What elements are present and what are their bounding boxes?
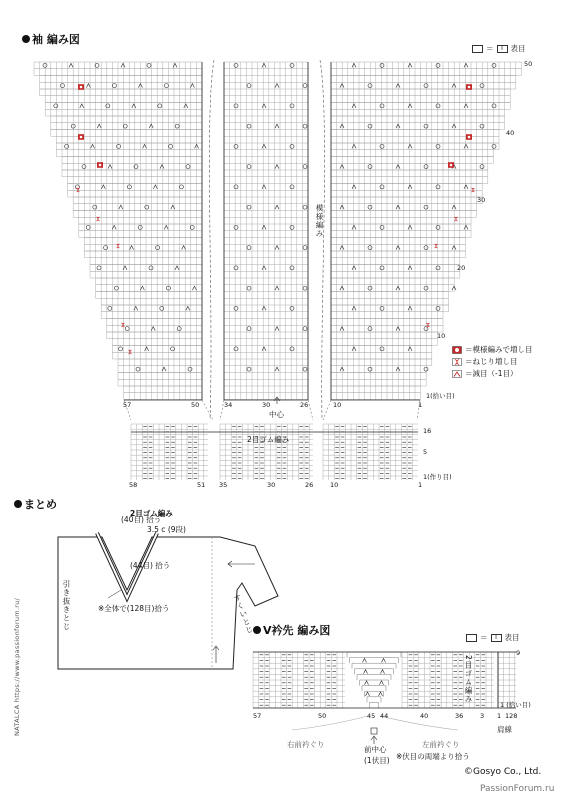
decrease-icon: [408, 104, 412, 108]
twist-increase-icon: [427, 323, 430, 327]
decrease-icon: [262, 63, 266, 67]
yarn-over-icon: [380, 347, 384, 351]
stitch-number: 3: [480, 712, 485, 720]
yarn-over-icon: [234, 185, 238, 189]
decrease-icon: [186, 306, 190, 310]
right-seam-label: すくいとじ: [231, 592, 255, 636]
yarn-over-icon: [303, 246, 307, 250]
yarn-over-icon: [177, 327, 181, 331]
yarn-over-icon: [247, 246, 251, 250]
decrease-icon: [408, 185, 412, 189]
row-label: 5: [423, 448, 428, 456]
yarn-over-icon: [436, 63, 440, 67]
decrease-icon: [91, 144, 95, 148]
vneck-legend-knit: ＝ I 表目: [466, 634, 520, 642]
decrease-icon: [262, 306, 266, 310]
decrease-icon: [464, 144, 468, 148]
decrease-icon: [363, 658, 367, 662]
yarn-over-icon: [247, 327, 251, 331]
yarn-over-icon: [247, 165, 251, 169]
decrease-icon: [262, 225, 266, 229]
row-label: 40: [506, 129, 515, 137]
legend-item: ＝ねじり増し目: [452, 358, 533, 366]
yarn-over-icon: [303, 165, 307, 169]
decrease-icon: [184, 104, 188, 108]
decrease-icon: [379, 692, 383, 696]
yarn-over-icon: [136, 367, 140, 371]
decrease-icon: [175, 266, 179, 270]
yarn-over-icon: [290, 266, 294, 270]
stitch-number: 50: [318, 712, 327, 720]
yarn-over-icon: [82, 165, 86, 169]
sleeve-right-outline: [331, 62, 420, 400]
yarn-over-icon: [234, 266, 238, 270]
decrease-icon: [408, 144, 412, 148]
decrease-icon: [408, 306, 412, 310]
vneck-note: ※伏目の両端より拾う: [396, 752, 470, 761]
yarn-over-icon: [290, 144, 294, 148]
decrease-icon: [149, 124, 153, 128]
stitch-number: 57: [253, 712, 262, 720]
yarn-over-icon: [158, 104, 162, 108]
decrease-icon: [153, 185, 157, 189]
yarn-over-icon: [86, 225, 90, 229]
sleeve-section-title: 袖 編み図: [22, 31, 80, 47]
decrease-icon: [352, 185, 356, 189]
yarn-over-icon: [97, 266, 101, 270]
yarn-over-icon: [290, 63, 294, 67]
yarn-over-icon: [106, 104, 110, 108]
twist-increase-icon: [122, 323, 125, 327]
decrease-icon: [262, 144, 266, 148]
stitch-number: 128: [505, 712, 518, 720]
stitch-number: 51: [197, 481, 206, 489]
decrease-icon: [108, 165, 112, 169]
twist-increase-icon: [455, 217, 458, 221]
decrease-icon: [408, 347, 412, 351]
center-front-label: 前中心: [364, 745, 387, 754]
yarn-over-icon: [247, 84, 251, 88]
yarn-over-icon: [234, 225, 238, 229]
knit-stitch-icon: I: [497, 45, 508, 53]
decrease-icon: [464, 225, 468, 229]
yarn-over-icon: [290, 225, 294, 229]
yarn-over-icon: [380, 225, 384, 229]
assembly-rib-label: 2目ゴム編み: [130, 509, 173, 518]
stitch-number: 36: [455, 712, 464, 720]
yarn-over-icon: [54, 104, 58, 108]
center-front-sub: (1伏目): [364, 756, 390, 765]
yarn-over-icon: [175, 124, 179, 128]
decrease-icon: [173, 63, 177, 67]
decrease-icon: [364, 670, 368, 674]
yarn-over-icon: [492, 63, 496, 67]
twist-increase-icon: [435, 244, 438, 248]
decrease-icon: [262, 266, 266, 270]
decrease-icon: [275, 286, 279, 290]
watermark-vertical: NATALCA https://www.passionforum.ru/: [13, 597, 21, 736]
decrease-icon: [262, 185, 266, 189]
row-label: 1 (拾い目): [500, 701, 531, 709]
yarn-over-icon: [492, 144, 496, 148]
decrease-icon: [408, 225, 412, 229]
footer-site: PassionForum.ru: [480, 784, 555, 794]
decrease-icon: [352, 144, 356, 148]
right-neck-label: 右前衿ぐり: [287, 740, 325, 749]
decrease-icon: [164, 225, 168, 229]
decrease-icon: [80, 104, 84, 108]
yarn-over-icon: [119, 347, 123, 351]
decrease-icon: [195, 144, 199, 148]
stitch-number: 26: [305, 481, 314, 489]
row-label: 50: [524, 60, 533, 68]
center-arrow-icon: [274, 397, 280, 404]
copyright: ©Gosyo Co., Ltd.: [464, 767, 542, 777]
stitch-number: 30: [267, 481, 276, 489]
decrease-icon: [134, 306, 138, 310]
yarn-over-icon: [147, 63, 151, 67]
decrease-icon: [352, 104, 356, 108]
decrease-icon: [275, 246, 279, 250]
yarn-over-icon: [247, 367, 251, 371]
neck-height: 3.5 c (9段): [147, 525, 186, 534]
stitch-number: 1: [497, 712, 502, 720]
decrease-icon: [275, 124, 279, 128]
yarn-over-icon: [303, 84, 307, 88]
decrease-icon: [160, 165, 164, 169]
decrease-icon: [408, 63, 412, 67]
yarn-over-icon: [169, 144, 173, 148]
yarn-over-icon: [234, 63, 238, 67]
center-arrow-icon: [371, 736, 377, 744]
yarn-over-icon: [234, 104, 238, 108]
decrease-icon: [192, 286, 196, 290]
decrease-icon: [140, 286, 144, 290]
yarn-over-icon: [234, 347, 238, 351]
row-label: 1(拾い目): [426, 392, 455, 400]
sleeve-legend-knit: ＝ I 表目: [472, 45, 526, 53]
stitch-number: 44: [380, 712, 389, 720]
yarn-over-icon: [380, 104, 384, 108]
yarn-over-icon: [303, 286, 307, 290]
yarn-over-icon: [65, 144, 69, 148]
assembly-section-title: まとめ: [14, 496, 57, 512]
decrease-icon: [380, 681, 384, 685]
shoulder-line-label: 肩線: [497, 725, 512, 734]
decrease-icon: [408, 266, 412, 270]
row-label: 30: [477, 196, 486, 204]
row-label: 1(作り目): [423, 473, 452, 481]
yarn-over-icon: [179, 185, 183, 189]
decrease-icon: [275, 84, 279, 88]
decrease-icon: [275, 165, 279, 169]
yarn-over-icon: [303, 124, 307, 128]
row-label: 16: [423, 427, 432, 435]
stitch-number: 30: [262, 401, 271, 409]
stitch-number: 45: [367, 712, 376, 720]
yarn-over-icon: [188, 367, 192, 371]
stitch-number: 10: [330, 481, 339, 489]
sleeve-pattern-label: 模様編み: [315, 204, 324, 238]
yarn-over-icon: [247, 124, 251, 128]
yarn-over-icon: [93, 205, 97, 209]
stitch-number: 57: [123, 401, 132, 409]
decrease-icon: [464, 185, 468, 189]
stitch-number: 58: [129, 481, 138, 489]
yarn-over-icon: [112, 84, 116, 88]
decrease-icon: [262, 347, 266, 351]
yarn-over-icon: [164, 84, 168, 88]
left-neck-label: 左前衿ぐり: [422, 740, 460, 749]
stitch-number: 34: [224, 401, 233, 409]
stitch-number: 1: [418, 401, 423, 409]
yarn-over-icon: [108, 306, 112, 310]
yarn-over-icon: [290, 306, 294, 310]
yarn-over-icon: [436, 104, 440, 108]
empty-cell-icon: [466, 634, 477, 642]
decrease-icon: [382, 658, 386, 662]
decrease-icon: [366, 692, 370, 696]
decrease-icon: [121, 63, 125, 67]
stitch-number: 40: [420, 712, 429, 720]
twist-increase-icon: [97, 217, 100, 221]
sleeve-center-outline: [224, 62, 308, 400]
yarn-over-icon: [380, 63, 384, 67]
yarn-over-icon: [290, 185, 294, 189]
decrease-icon: [145, 347, 149, 351]
row-label: 10: [437, 332, 446, 340]
decrease-icon: [262, 104, 266, 108]
yarn-over-icon: [436, 266, 440, 270]
yarn-over-icon: [160, 306, 164, 310]
vneck-section-title: V衿先 編み図: [253, 622, 330, 638]
decrease-icon: [352, 63, 356, 67]
yarn-over-icon: [156, 246, 160, 250]
sleeve-center-label: 中心: [269, 410, 284, 419]
vneck-rib-label: 2目ゴム編み: [464, 655, 473, 704]
yarn-over-icon: [380, 144, 384, 148]
stitch-number: 50: [191, 401, 200, 409]
yarn-over-icon: [303, 327, 307, 331]
row-label: 20: [457, 264, 466, 272]
decrease-icon: [464, 104, 468, 108]
legend-item: ＝減目（-1目）: [452, 370, 533, 378]
yarn-over-icon: [380, 266, 384, 270]
left-seam-label: 引き抜きとじ: [62, 580, 71, 631]
decrease-icon: [132, 104, 136, 108]
yarn-over-icon: [234, 144, 238, 148]
decrease-icon: [352, 347, 356, 351]
yarn-over-icon: [436, 144, 440, 148]
yarn-over-icon: [380, 306, 384, 310]
break-lines: [209, 60, 324, 420]
decrease-icon: [97, 124, 101, 128]
sleeve-rib-label: 2目ゴム編み: [247, 435, 290, 444]
legend-item: ＝模様編みで増し目: [452, 346, 533, 354]
decrease-icon: [112, 225, 116, 229]
decrease-icon: [365, 681, 369, 685]
decrease-icon: [352, 225, 356, 229]
stitch-number: 26: [300, 401, 309, 409]
yarn-over-icon: [290, 347, 294, 351]
decrease-icon: [275, 327, 279, 331]
yarn-over-icon: [303, 367, 307, 371]
yarn-over-icon: [117, 144, 121, 148]
yarn-over-icon: [186, 165, 190, 169]
yarn-over-icon: [125, 327, 129, 331]
yarn-over-icon: [303, 205, 307, 209]
yarn-over-icon: [149, 266, 153, 270]
decrease-icon: [381, 670, 385, 674]
neck-pick-side: (44目) 拾う: [130, 561, 171, 570]
yarn-over-icon: [60, 84, 64, 88]
yarn-over-icon: [436, 306, 440, 310]
decrease-icon: [352, 306, 356, 310]
decrease-icon: [464, 63, 468, 67]
knit-stitch-icon: I: [491, 634, 502, 642]
twist-increase-icon: [129, 350, 132, 354]
decrease-icon: [69, 63, 73, 67]
yarn-over-icon: [145, 205, 149, 209]
yarn-over-icon: [247, 286, 251, 290]
row-label: 9: [516, 649, 521, 657]
stitch-number: 35: [219, 481, 228, 489]
yarn-over-icon: [247, 205, 251, 209]
decrease-icon: [352, 266, 356, 270]
twist-increase-icon: [472, 188, 475, 192]
decrease-icon: [130, 246, 134, 250]
neck-pick-top: (40目) 拾う: [121, 515, 162, 524]
decrease-icon: [101, 185, 105, 189]
total-pick-note: ※全体で(128目)拾う: [98, 604, 170, 613]
decrease-icon: [119, 205, 123, 209]
decrease-icon: [275, 367, 279, 371]
decrease-icon: [275, 205, 279, 209]
yarn-over-icon: [436, 225, 440, 229]
yarn-over-icon: [436, 185, 440, 189]
yarn-over-icon: [380, 185, 384, 189]
yarn-over-icon: [492, 104, 496, 108]
stitch-number: 1: [418, 481, 423, 489]
bind-off-stitch: [371, 728, 377, 734]
yarn-over-icon: [290, 104, 294, 108]
stitch-number: 10: [333, 401, 342, 409]
yarn-over-icon: [234, 306, 238, 310]
